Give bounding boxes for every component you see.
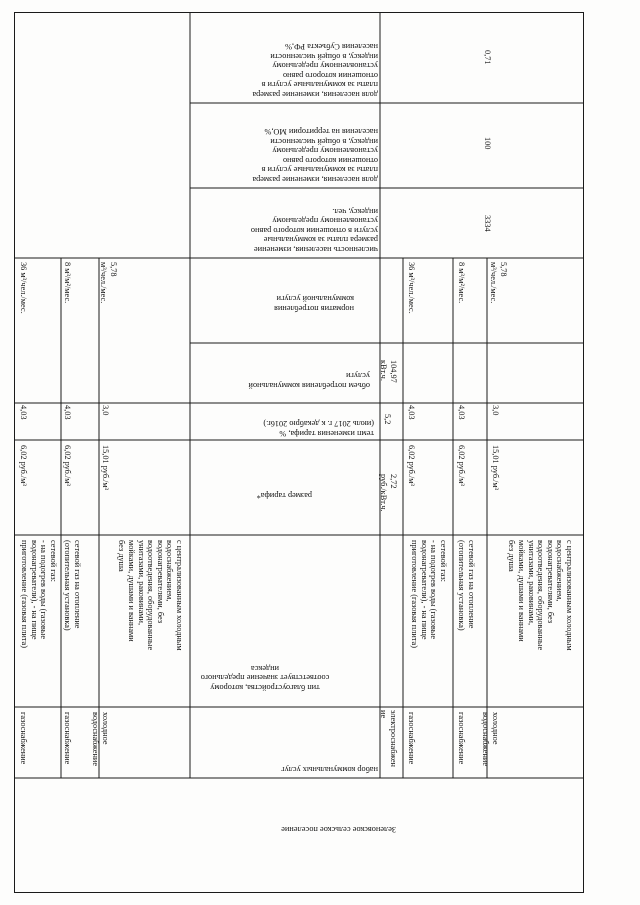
upper-gas-rate: 4,03 xyxy=(19,405,28,420)
lower-gas-service: газоснабжение xyxy=(407,712,416,765)
value-share-mo: 100 xyxy=(483,137,492,150)
lower-cold-water-tariff: 15,01 руб./м³ xyxy=(491,445,500,491)
lower-electricity-service: электроснабжен ие xyxy=(379,710,398,767)
lower-gas-heat-rate: 4,03 xyxy=(457,405,466,420)
lower-cold-water-norm: 5,78 м³/чел./мес. xyxy=(489,262,508,304)
upper-gas-heat-type: сетевой газ на отопление (отопительная установка) xyxy=(63,540,82,631)
header-improvement-type: тип благоустройства, которому соответствует значение предельного индекса xyxy=(200,663,330,692)
header-consumption-volume: объем потребления коммунальной услуги xyxy=(248,371,370,390)
value-population: 3334 xyxy=(483,215,492,232)
lower-cold-water-rate: 3,0 xyxy=(491,405,500,416)
lower-electricity-tariff: 2,72 руб./кВт.ч. xyxy=(379,474,398,512)
settlement-name: Зеленовское сельское поселение xyxy=(281,825,396,834)
lower-gas-tariff: 6,02 руб./м³ xyxy=(407,445,416,487)
upper-gas-type: сетевой газ: - на подогрев воды (газовые водонагреватели), - на пище приготовление (газовая плита) xyxy=(20,540,58,648)
lower-gas-norm: 36 м³/чел./мес. xyxy=(407,262,416,314)
lower-electricity-rate: 5,2 xyxy=(383,414,392,425)
upper-gas-service: газоснабжение xyxy=(19,712,28,765)
upper-cold-water-type: с централизованным холодным водоснабжением, водонагревателями, без водоотведения, оборудованные унитазами, раковинами, мойками, душами и ваннами без душа xyxy=(117,540,184,651)
upper-cold-water-rate: 3,0 xyxy=(101,405,110,416)
upper-cold-water-service: холодное водоснабжение xyxy=(91,712,110,767)
value-share-subject: 0,71 xyxy=(483,50,492,65)
lower-gas-type: сетевой газ: - на подогрев воды (газовые водонагреватели), - на пище приготовление (газовая плита) xyxy=(410,540,448,648)
upper-gas-heat-service: газоснабжение xyxy=(63,712,72,765)
header-population-count: численность населения, изменение размера платы за коммунальные услуги в отношении которого равно установленному предельному индексу, чел. xyxy=(250,206,378,254)
lower-cold-water-type: с централизованным холодным водоснабжением, водонагревателями, без водоотведения, оборудованные унитазами, раковинами, мойками, душами и ваннами без душа xyxy=(507,540,574,651)
header-tariff-size: размер тарифа* xyxy=(256,491,312,500)
lower-gas-heat-service: газоснабжение xyxy=(457,712,466,765)
lower-gas-heat-type: сетевой газ на отопление (отопительная установка) xyxy=(457,540,476,631)
header-tariff-change-rate: темп изменения тарифа, % (июль 2017 г. к декабрю 2016г.) xyxy=(263,419,374,438)
upper-cold-water-norm: 5,78 м³/чел./мес. xyxy=(99,262,118,304)
upper-gas-tariff: 6,02 руб./м³ xyxy=(19,445,28,487)
upper-gas-heat-tariff: 6,02 руб./м³ xyxy=(63,445,72,487)
upper-gas-heat-norm: 8 м³/м²/мес. xyxy=(63,262,72,304)
upper-gas-heat-rate: 4,03 xyxy=(63,405,72,420)
lower-gas-heat-tariff: 6,02 руб./м³ xyxy=(457,445,466,487)
header-share-subject: доля населения, изменение размера платы за коммунальные услуги в отношении которого равно установленному предельному индексу, в общей численности населения Субъекта РФ,% xyxy=(252,41,378,99)
lower-cold-water-service: холодное водоснабжение xyxy=(481,712,500,767)
header-set-of-services: набор коммунальных услуг xyxy=(281,765,378,774)
lower-electricity-volume: 104,97 кВт.ч. xyxy=(379,360,398,383)
lower-gas-rate: 4,03 xyxy=(407,405,416,420)
lower-gas-heat-norm: 8 м³/м²/мес. xyxy=(457,262,466,304)
upper-cold-water-tariff: 15,01 руб./м³ xyxy=(101,445,110,491)
header-share-mo: доля населения, изменение размера платы за коммунальные услуги в отношении которого равно установленному предельному индексу, в общей численности населения на территории МО,% xyxy=(252,126,378,184)
upper-gas-norm: 36 м³/чел./мес. xyxy=(19,262,28,314)
header-consumption-norm: норматив потребления коммунальной услуги xyxy=(274,294,354,313)
